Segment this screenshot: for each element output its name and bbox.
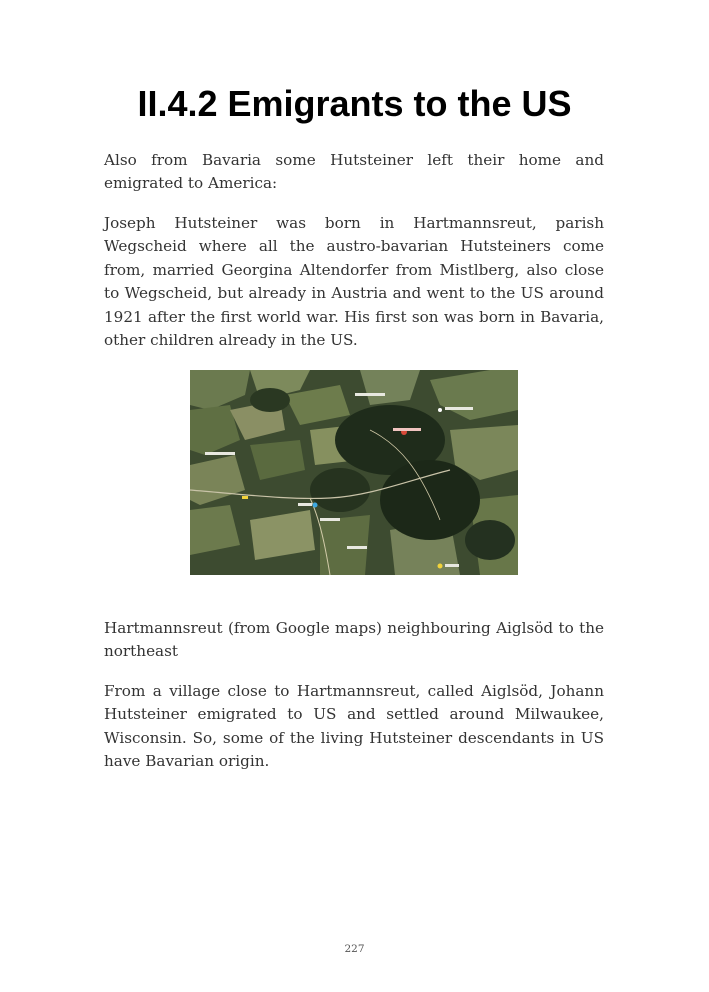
- paragraph-johann: From a village close to Hartmannsreut, called Aiglsöd, Johann Hutsteiner emigrated to US and settled around Milwaukee, Wisconsin. So, some of the living Hutsteiner descendants in US have Bavarian origin.: [104, 682, 604, 771]
- paragraph-intro: Also from Bavaria some Hutsteiner left their home and emigrated to America:: [104, 151, 604, 193]
- paragraph-joseph: Joseph Hutsteiner was born in Hartmannsreut, parish Wegscheid where all the austro-bavarian Hutsteiners come from, married Georgina Altendorfer from Mistlberg, also close to Wegscheid, but already in Austria and went to the US around 1921 after the first world war. His first son was born in Bavaria, other children already in the US.: [104, 214, 604, 350]
- satellite-map-image: [190, 370, 518, 575]
- page-number: 227: [344, 943, 365, 955]
- image-caption: Hartmannsreut (from Google maps) neighbouring Aiglsöd to the northeast: [104, 619, 604, 661]
- page-title: II.4.2 Emigrants to the US: [137, 83, 572, 124]
